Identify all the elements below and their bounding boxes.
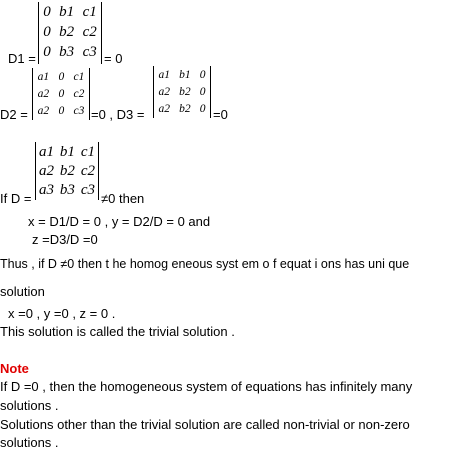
d-cell: a3 <box>38 182 54 198</box>
d2-cell: 0 <box>58 105 65 117</box>
xy-result: x = D1/D = 0 , y = D2/D = 0 and <box>28 214 211 229</box>
d1-row-3 <box>39 44 101 61</box>
d3-row-2 <box>154 86 210 98</box>
d3-equals: =0 <box>213 107 228 122</box>
d2-row-3 <box>33 105 89 117</box>
d2-cell: c3 <box>73 105 85 117</box>
d3-row-3 <box>154 103 210 115</box>
thus-line: Thus , if D ≠0 then t he homog eneous syst em o f equat i ons has uni que <box>0 257 410 271</box>
d-cell: b1 <box>59 144 75 160</box>
d3-cell: a1 <box>158 69 171 81</box>
d2-cell: a2 <box>37 88 50 100</box>
d-cell: c2 <box>80 163 96 179</box>
d1-cell: b3 <box>59 44 75 60</box>
d1-label: D1 = <box>8 51 36 66</box>
d-cell: c1 <box>80 144 96 160</box>
d3-cell: b1 <box>179 69 191 81</box>
solution-word: solution <box>0 284 45 299</box>
d-cell: b2 <box>59 163 75 179</box>
d3-cell: 0 <box>199 86 206 98</box>
d1-cell: b1 <box>59 4 75 20</box>
note-line-3: Solutions other than the trivial solution are called non-trivial or non-zero <box>0 417 410 432</box>
d1-cell: 0 <box>43 4 51 20</box>
note-line-4: solutions . <box>0 435 59 450</box>
trivial-values: x =0 , y =0 , z = 0 . <box>8 306 116 321</box>
d2-cell: 0 <box>58 88 65 100</box>
d2-row-1 <box>33 71 89 83</box>
d1-cell: c3 <box>82 44 97 60</box>
d1-row-2 <box>39 24 101 41</box>
d3-cell: a2 <box>158 86 171 98</box>
d-cell: b3 <box>59 182 75 198</box>
d1-equals: = 0 <box>104 51 123 66</box>
d3-row-1 <box>154 69 210 81</box>
d1-row-1 <box>39 4 101 21</box>
d1-determinant <box>38 2 102 64</box>
d1-cell: c1 <box>82 4 97 20</box>
d-row-2 <box>36 163 98 180</box>
d1-cell: b2 <box>59 24 75 40</box>
d3-cell: b2 <box>179 86 191 98</box>
note-line-2: solutions . <box>0 398 59 413</box>
d-determinant <box>35 142 99 200</box>
d2-cell: a2 <box>37 105 50 117</box>
d-label: If D = <box>0 191 32 206</box>
d2-determinant <box>32 68 90 120</box>
d-condition: ≠0 then <box>101 191 145 206</box>
d3-determinant <box>153 66 211 118</box>
d2-label: D2 = <box>0 107 28 122</box>
d3-cell: a2 <box>158 103 171 115</box>
d3-cell: 0 <box>199 103 206 115</box>
note-line-1: If D =0 , then the homogeneous system of equations has infinitely many <box>0 379 413 394</box>
d1-cell: 0 <box>43 44 51 60</box>
d-row-3 <box>36 182 98 199</box>
d3-cell: 0 <box>199 69 206 81</box>
d2-cell: 0 <box>58 71 65 83</box>
trivial-statement: This solution is called the trivial solution . <box>0 324 235 339</box>
d3-cell: b2 <box>179 103 191 115</box>
d1-cell: c2 <box>82 24 97 40</box>
d-row-1 <box>36 144 98 161</box>
d-cell: a1 <box>38 144 54 160</box>
d2-cell: a1 <box>37 71 50 83</box>
d1-cell: 0 <box>43 24 51 40</box>
d2-cell: c2 <box>73 88 85 100</box>
note-heading: Note <box>0 361 29 376</box>
z-result: z =D3/D =0 <box>32 232 98 247</box>
d2-row-2 <box>33 88 89 100</box>
d2-equals: =0 , D3 = <box>91 107 145 122</box>
d-cell: a2 <box>38 163 54 179</box>
d2-cell: c1 <box>73 71 85 83</box>
d-cell: c3 <box>80 182 96 198</box>
